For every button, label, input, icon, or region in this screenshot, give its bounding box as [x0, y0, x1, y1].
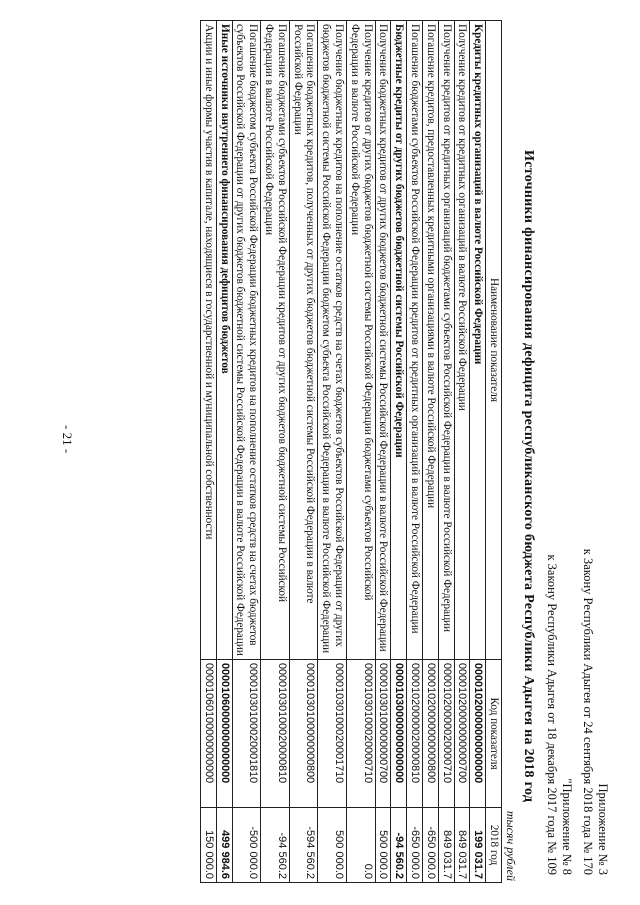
- document-title: Источники финансирования дефицита республиканского бюджета Республики Адыгея на 2018 год: [521, 150, 536, 803]
- table-row: [347, 21, 376, 883]
- table-row: [375, 21, 391, 883]
- row-code: 00001020000000000800: [423, 660, 439, 808]
- row-value: -650 000.0: [423, 808, 439, 883]
- row-name: Получение кредитов от других бюджетов бюджетной системы Российской Федерации бюджетами субъектов Российской Федерации в валюте Российской Федерации: [347, 21, 376, 660]
- row-value: 500 000.0: [318, 808, 347, 883]
- row-code: 00001030000000000000: [391, 660, 407, 808]
- row-name: Кредиты кредитных организаций в валюте Российской Федерации: [470, 21, 486, 660]
- row-code: 00001020000000000700: [454, 660, 470, 808]
- row-code: 00001020000020000710: [438, 660, 454, 808]
- row-code: 00001060100000000000: [201, 660, 217, 808]
- page-number: - 21 -: [60, 425, 75, 454]
- table-row: [216, 21, 232, 883]
- row-value: 500 000.0: [375, 808, 391, 883]
- table-header-row: [486, 21, 502, 883]
- appendix-line-3: "Приложение № 8: [560, 778, 574, 875]
- table-row: [454, 21, 470, 883]
- table-row: [318, 21, 347, 883]
- appendix-line-4: к Закону Республики Адыгея от 18 декабря 2017 года № 109: [545, 554, 559, 875]
- row-value: 0.0: [347, 808, 376, 883]
- header-year: 2018 год: [486, 808, 502, 883]
- row-name: Получение кредитов от кредитных организаций в валюте Российской Федерации: [454, 21, 470, 660]
- header-code: Код показателя: [486, 660, 502, 808]
- table-row: [232, 21, 261, 883]
- row-value: 499 984.6: [216, 808, 232, 883]
- table-row: [289, 21, 318, 883]
- table-row: [470, 21, 486, 883]
- table-row: [261, 21, 290, 883]
- row-name: Бюджетные кредиты от других бюджетов бюджетной системы Российской Федерации: [391, 21, 407, 660]
- row-value: 849 031.7: [454, 808, 470, 883]
- row-code: 00001030100020001810: [232, 660, 261, 808]
- row-name: Получение бюджетных кредитов от других бюджетов бюджетной системы Российской Федерации в валюте Российской Федерации: [375, 21, 391, 660]
- row-value: -500 000.0: [232, 808, 261, 883]
- row-name: Погашение бюджетом субъекта Российской Федерации бюджетных кредитов на пополнение остатков средств на счетах бюджетов субъектов Российской Федерации от других бюджетов бюджетной системы Российской Федерации в валюте Российской Федерации: [232, 21, 261, 660]
- row-value: 849 031.7: [438, 808, 454, 883]
- row-code: 00001030100000000700: [375, 660, 391, 808]
- row-value: -94 560.2: [261, 808, 290, 883]
- appendix-line-2: к Закону Республики Адыгея от 24 сентября 2018 года № 170: [581, 548, 595, 875]
- row-name: Погашение кредитов, предоставленных кредитными организациями в валюте Российской Федерации: [423, 21, 439, 660]
- table-row: [407, 21, 423, 883]
- row-value: -94 560.2: [391, 808, 407, 883]
- table-row: [201, 21, 217, 883]
- table-row: [438, 21, 454, 883]
- row-value: 150 000.0: [201, 808, 217, 883]
- row-code: 00001030100020000710: [347, 660, 376, 808]
- appendix-line-1: Приложение № 3: [596, 783, 610, 875]
- units-label: тысяч рублей: [504, 810, 518, 881]
- table-row: [391, 21, 407, 883]
- row-name: Погашение бюджетных кредитов, полученных от других бюджетов бюджетной системы Российской Федерации в валюте Российской Федерации: [289, 21, 318, 660]
- row-code: 00001020000020000810: [407, 660, 423, 808]
- row-name: Иные источники внутреннего финансирования дефицитов бюджетов: [216, 21, 232, 660]
- row-name: Акции и иные формы участия в капитале, находящиеся в государственной и муниципальной собственности: [201, 21, 217, 660]
- row-name: Погашение бюджетами субъектов Российской Федерации кредитов от других бюджетов бюджетной системы Российской Федерации в валюте Российской Федерации: [261, 21, 290, 660]
- row-name: Получение кредитов от кредитных организаций бюджетами субъектов Российской Федерации в валюте Российской Федерации: [438, 21, 454, 660]
- row-value: -594 560.2: [289, 808, 318, 883]
- table-row: [423, 21, 439, 883]
- row-name: Получение бюджетных кредитов на пополнение остатков средств на счетах бюджетов субъектов Российской Федерации от других бюджетов бюджетной системы Российской Федерации бюджетом субъекта Российской Федерации в валюте Российской Федерации: [318, 21, 347, 660]
- row-code: 00001030100020000810: [261, 660, 290, 808]
- row-code: 00001030100000000800: [289, 660, 318, 808]
- header-name: Наименование показателя: [486, 21, 502, 660]
- row-code: 00001020000000000000: [470, 660, 486, 808]
- row-code: 00001030100020001710: [318, 660, 347, 808]
- row-code: 00001060000000000000: [216, 660, 232, 808]
- financing-table: [200, 20, 502, 883]
- table-body: [201, 21, 486, 883]
- row-value: 199 031.7: [470, 808, 486, 883]
- row-name: Погашение бюджетами субъектов Российской Федерации кредитов от кредитных организаций в валюте Российской Федерации: [407, 21, 423, 660]
- row-value: -650 000.0: [407, 808, 423, 883]
